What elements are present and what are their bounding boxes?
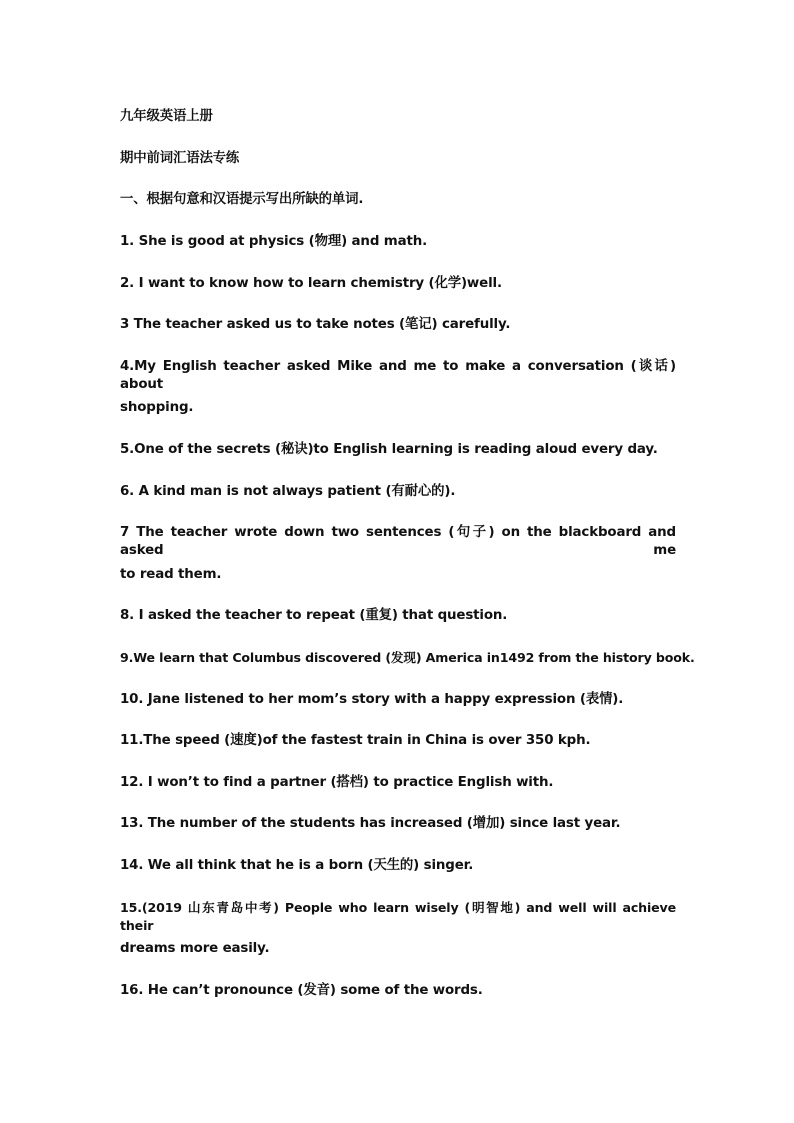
exercise-line: 11.The speed (速度)of the fastest train in China is over 350 kph.	[120, 733, 591, 748]
exercise-line: 8. I asked the teacher to repeat (重复) that question.	[120, 608, 508, 623]
exercise-line: 14. We all think that he is a born (天生的) singer.	[120, 858, 474, 873]
exercise-line: 12. I won’t to find a partner (搭档) to practice English with.	[120, 775, 554, 790]
document-subtitle: 期中前词汇语法专练	[120, 151, 240, 166]
exercise-line-continued: dreams more easily.	[120, 941, 270, 956]
exercise-line: 15.(2019 山东青岛中考) People who learn wisely (明智地) and well will achieve their	[120, 900, 676, 933]
exercise-line: 4.My English teacher asked Mike and me to make a conversation (谈话) about	[120, 359, 676, 392]
exercise-line: 9.We learn that Columbus discovered (发现) America in1492 from the history book.	[120, 650, 695, 665]
section-heading: 一、根据句意和汉语提示写出所缺的单词.	[120, 192, 364, 207]
exercise-line: 5.One of the secrets (秘诀)to English learning is reading aloud every day.	[120, 442, 658, 457]
exercise-line: 1. She is good at physics (物理) and math.	[120, 234, 428, 249]
exercise-line: 6. A kind man is not always patient (有耐心的).	[120, 484, 456, 499]
document-title: 九年级英语上册	[120, 109, 213, 124]
exercise-line: 13. The number of the students has increased (增加) since last year.	[120, 816, 621, 831]
exercise-line: 16. He can’t pronounce (发音) some of the words.	[120, 983, 483, 998]
exercise-line: 7 The teacher wrote down two sentences (句子) on the blackboard and asked me	[120, 525, 676, 558]
exercise-line: 2. I want to know how to learn chemistry (化学)well.	[120, 276, 502, 291]
exercise-line: 3 The teacher asked us to take notes (笔记) carefully.	[120, 317, 511, 332]
exercise-line-continued: to read them.	[120, 567, 222, 582]
exercise-line: 10. Jane listened to her mom’s story with a happy expression (表情).	[120, 692, 624, 707]
exercise-line-continued: shopping.	[120, 400, 194, 415]
